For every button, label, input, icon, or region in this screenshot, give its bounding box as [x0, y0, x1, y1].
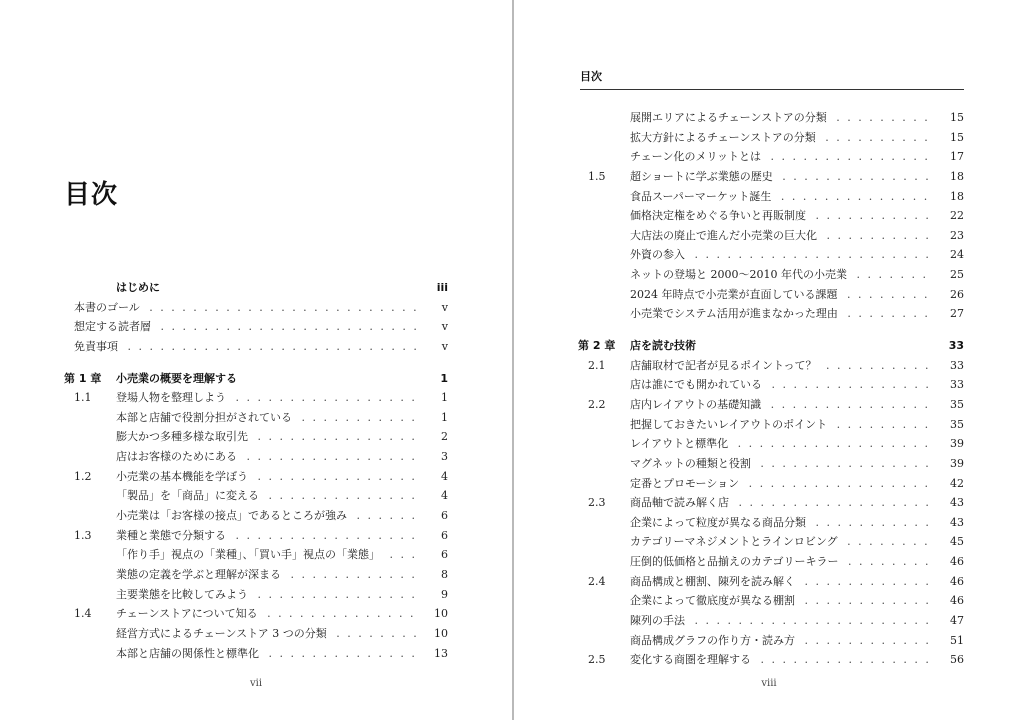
toc-entry[interactable]	[64, 486, 448, 506]
entry-page: 3	[441, 450, 448, 464]
entry-title: 拡大方針によるチェーンストアの分類	[630, 130, 816, 144]
entry-title: マグネットの種類と役割	[630, 456, 751, 470]
toc-entry[interactable]	[578, 265, 964, 285]
toc-chapter-2[interactable]	[578, 336, 964, 356]
entry-page: 10	[434, 626, 448, 640]
entry-page: 47	[950, 614, 964, 628]
section-number: 2.5	[588, 653, 606, 667]
entry-page: 6	[441, 528, 448, 542]
section-number: 2.1	[588, 358, 606, 372]
entry-title: 店は誰にでも開かれている	[630, 378, 762, 392]
toc-title: 目次	[64, 180, 119, 210]
toc-entry[interactable]	[578, 591, 964, 611]
entry-title: 店内レイアウトの基礎知識	[630, 397, 762, 411]
entry-page: 1	[441, 410, 448, 424]
entry-page: 51	[950, 633, 964, 647]
toc-intro-items	[64, 298, 448, 357]
section-number: 2.2	[588, 397, 606, 411]
section-number: 1.1	[74, 391, 92, 405]
entry-page: v	[441, 339, 448, 353]
entry-title: 超ショートに学ぶ業態の歴史	[630, 169, 773, 183]
section-number: 1.2	[74, 469, 92, 483]
chapter-title: 小売業の概要を理解する	[116, 371, 237, 385]
entry-title: 定番とプロモーション	[630, 476, 740, 490]
toc-entry[interactable]	[578, 285, 964, 305]
toc-entry[interactable]	[64, 526, 448, 546]
toc-entry[interactable]	[64, 408, 448, 428]
toc-entry[interactable]	[578, 631, 964, 651]
toc-entry[interactable]	[578, 395, 964, 415]
entry-page: 17	[950, 150, 964, 164]
entry-page: 18	[950, 189, 964, 203]
toc-right-list	[578, 108, 964, 670]
page-number: vii	[249, 678, 263, 689]
section-number: 1.4	[74, 607, 92, 621]
entry-title: 業態の定義を学ぶと理解が深まる	[116, 567, 281, 581]
chapter-label: 第 2 章	[578, 339, 616, 353]
entry-title: 企業によって徹底度が異なる棚割	[630, 594, 795, 608]
toc-entry[interactable]	[578, 128, 964, 148]
entry-page: 56	[950, 653, 964, 667]
entry-title: 小売業の基本機能を学ぼう	[116, 469, 248, 483]
entry-title: 大店法の廃止で進んだ小売業の巨大化	[630, 228, 817, 242]
entry-page: 25	[950, 268, 964, 282]
toc-chapter-2-rows	[578, 356, 964, 670]
entry-page: 9	[441, 587, 448, 601]
entry-title: 企業によって粒度が異なる商品分類	[630, 515, 806, 529]
chapter-page: 1	[440, 371, 448, 385]
entry-title: 「作り手」視点の「業種」、「買い手」視点の「業態」	[116, 548, 380, 562]
entry-page: 8	[441, 567, 448, 581]
entry-title: 膨大かつ多種多様な取引先	[116, 430, 248, 444]
toc-entry[interactable]	[578, 474, 964, 494]
toc-entry[interactable]	[64, 467, 448, 487]
toc-entry[interactable]	[578, 304, 964, 324]
entry-page: 46	[950, 574, 964, 588]
entry-title: 変化する商圏を理解する	[630, 653, 751, 667]
entry-title: 登場人物を整理しよう	[116, 391, 226, 405]
entry-page: 27	[950, 307, 964, 321]
toc-entry[interactable]	[64, 337, 448, 357]
entry-title: 店舗取材で記者が見るポイントって？	[630, 358, 817, 372]
entry-title: 免責事項	[74, 339, 118, 353]
toc-entry[interactable]	[64, 545, 448, 565]
entry-title: 商品軸で読み解く店	[630, 496, 729, 510]
toc-entry[interactable]	[578, 513, 964, 533]
entry-page: 45	[950, 535, 964, 549]
entry-page: 1	[441, 391, 448, 405]
entry-title: 本部と店舗の関係性と標準化	[116, 646, 259, 660]
toc-entry[interactable]	[578, 532, 964, 552]
toc-entry[interactable]	[64, 447, 448, 467]
section-number: 1.5	[588, 169, 606, 183]
entry-page: 33	[950, 358, 964, 372]
entry-page: 39	[950, 456, 964, 470]
entry-title: 小売業でシステム活用が進まなかった理由	[630, 307, 838, 321]
entry-title: 主要業態を比較してみよう	[116, 587, 248, 601]
entry-page: 23	[950, 228, 964, 242]
toc-entry[interactable]	[64, 298, 448, 318]
toc-entry[interactable]	[578, 454, 964, 474]
entry-title: レイアウトと標準化	[630, 437, 729, 451]
toc-entry[interactable]	[578, 611, 964, 631]
toc-entry[interactable]	[64, 604, 448, 624]
entry-title: 把握しておきたいレイアウトのポイント	[630, 417, 828, 431]
entry-title: 商品構成グラフの作り方・読み方	[630, 633, 795, 647]
entry-page: 22	[950, 209, 964, 223]
entry-page: 6	[441, 509, 448, 523]
entry-title: ネットの登場と 2000～2010 年代の小売業	[630, 268, 847, 282]
section-number: 2.3	[588, 496, 606, 510]
toc-entry[interactable]	[64, 427, 448, 447]
entry-title: 商品構成と棚割、陳列を読み解く	[630, 574, 795, 588]
toc-entry[interactable]	[578, 375, 964, 395]
toc-entry[interactable]	[64, 644, 448, 664]
entry-title: 想定する読者層	[74, 320, 151, 334]
entry-page: v	[441, 300, 448, 314]
entry-page: 15	[950, 130, 964, 144]
toc-entry[interactable]	[578, 167, 964, 187]
toc-chapter-1[interactable]	[64, 369, 448, 389]
entry-title: チェーン化のメリットとは	[630, 150, 762, 164]
toc-entry[interactable]	[578, 493, 964, 513]
entry-page: 43	[950, 515, 964, 529]
entry-page: 43	[950, 496, 964, 510]
toc-entry[interactable]	[64, 317, 448, 337]
toc-intro-title: はじめに	[116, 281, 160, 294]
toc-entry[interactable]	[64, 565, 448, 585]
entry-page: 2	[441, 430, 448, 444]
toc-entry[interactable]	[578, 434, 964, 454]
entry-title: 圧倒的低価格と品揃えのカテゴリーキラー	[630, 555, 839, 569]
toc-entry[interactable]	[578, 147, 964, 167]
entry-title: 店はお客様のためにある	[116, 450, 237, 464]
entry-page: 46	[950, 555, 964, 569]
entry-page: 33	[950, 378, 964, 392]
toc-entry[interactable]	[578, 415, 964, 435]
running-head: 目次	[580, 68, 964, 90]
toc-entry[interactable]	[578, 226, 964, 246]
entry-title: 本書のゴール	[74, 300, 140, 314]
entry-page: 4	[441, 489, 448, 503]
toc-entry[interactable]	[64, 585, 448, 605]
toc-entry[interactable]	[578, 356, 964, 376]
section-number: 1.3	[74, 528, 92, 542]
entry-title: 価格決定権をめぐる争いと再販制度	[630, 209, 806, 223]
toc-entry[interactable]	[64, 506, 448, 526]
toc-entry[interactable]	[578, 650, 964, 670]
toc-entry[interactable]	[64, 388, 448, 408]
entry-page: 18	[950, 169, 964, 183]
entry-page: 42	[950, 476, 964, 490]
toc-entry[interactable]	[578, 245, 964, 265]
toc-entry[interactable]	[578, 572, 964, 592]
entry-title: カテゴリーマネジメントとラインロビング	[630, 535, 838, 549]
entry-page: 46	[950, 594, 964, 608]
entry-page: 13	[434, 646, 448, 660]
toc-entry[interactable]	[578, 206, 964, 226]
entry-page: 4	[441, 469, 448, 483]
entry-page: 15	[950, 111, 964, 124]
toc-entry[interactable]	[578, 108, 964, 128]
entry-title: チェーンストアについて知る	[116, 607, 258, 621]
toc-chapter-1-rows	[64, 388, 448, 663]
entry-page: 39	[950, 437, 964, 451]
entry-page: v	[441, 320, 448, 334]
entry-title: 陳列の手法	[630, 614, 685, 628]
entry-title: 外資の参入	[630, 248, 685, 262]
entry-page: 35	[950, 417, 964, 431]
entry-title: 食品スーパーマーケット誕生	[630, 189, 772, 203]
toc-entry[interactable]	[64, 624, 448, 644]
entry-page: 10	[434, 607, 448, 621]
toc-entry[interactable]	[578, 552, 964, 572]
page-number: viii	[761, 678, 777, 689]
entry-title: 業種と業態で分類する	[116, 528, 226, 542]
toc-continued-rows	[578, 108, 964, 324]
entry-page: 26	[950, 287, 964, 301]
entry-page: 24	[950, 248, 964, 262]
entry-title: 「製品」を「商品」に変える	[116, 489, 259, 503]
entry-title: 経営方式によるチェーンストア 3 つの分類	[116, 626, 327, 640]
entry-page: 6	[441, 548, 448, 562]
entry-title: 展開エリアによるチェーンストアの分類	[630, 111, 827, 124]
toc-intro-heading[interactable]	[64, 278, 448, 298]
entry-page: 35	[950, 397, 964, 411]
section-number: 2.4	[588, 574, 606, 588]
entry-title: 本部と店舗で役割分担がされている	[116, 410, 292, 424]
chapter-page: 33	[948, 339, 964, 353]
entry-title: 2024 年時点で小売業が直面している課題	[630, 287, 838, 301]
toc-left-list	[64, 278, 448, 663]
toc-intro-page: iii	[436, 281, 448, 294]
entry-title: 小売業は「お客様の接点」であるところが強み	[116, 509, 347, 523]
toc-entry[interactable]	[578, 187, 964, 207]
chapter-label: 第 1 章	[64, 371, 102, 385]
right-page	[514, 0, 1024, 720]
chapter-title: 店を読む技術	[630, 339, 696, 353]
